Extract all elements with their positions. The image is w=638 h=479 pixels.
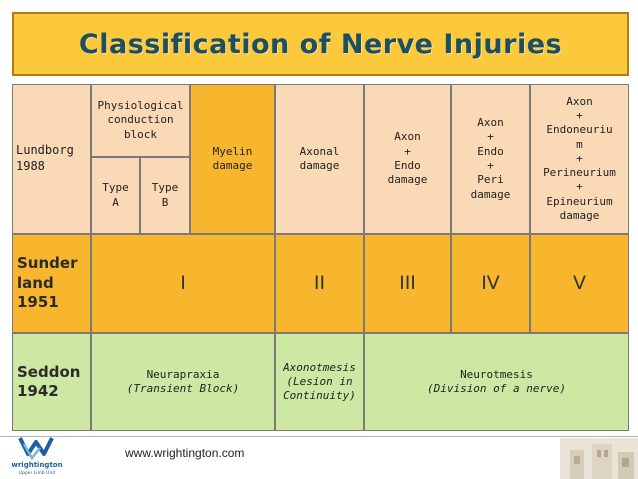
neurotmesis-label: Neurotmesis — [460, 367, 533, 381]
sunderland-row-label: Sunder land 1951 — [12, 234, 91, 333]
axon-endo-damage-cell: Axon + Endo damage — [364, 84, 451, 234]
neurapraxia-note: (Transient Block) — [126, 382, 240, 395]
axon-endo-peri-damage-cell: Axon + Endo + Peri damage — [451, 84, 530, 234]
sunderland-grade-5: V — [530, 234, 629, 333]
type-a-cell: Type A — [91, 157, 140, 234]
myelin-damage-cell: Myelin damage — [190, 84, 275, 234]
axonotmesis-cell: Axonotmesis (Lesion in Continuity) — [275, 333, 364, 431]
footer-divider — [0, 436, 638, 437]
axonal-damage-cell: Axonal damage — [275, 84, 364, 234]
sunderland-grade-1: I — [91, 234, 275, 333]
neurapraxia-label: Neurapraxia — [146, 367, 220, 381]
svg-text:Upper Limb Unit: Upper Limb Unit — [18, 471, 56, 476]
building-photo — [560, 438, 638, 479]
seddon-row-label: Seddon 1942 — [12, 333, 91, 431]
svg-text:wrightington: wrightington — [11, 461, 63, 469]
neurapraxia-cell — [91, 333, 275, 431]
physiological-conduction-block: Physiological conduction block — [91, 84, 190, 157]
sunderland-grade-3: III — [364, 234, 451, 333]
type-b-cell: Type B — [140, 157, 190, 234]
neurotmesis-cell — [364, 333, 629, 431]
neurotmesis-note: (Division of a nerve) — [426, 382, 567, 395]
lundborg-row-label: Lundborg 1988 — [12, 84, 91, 234]
axon-all-layers-damage-cell: Axon + Endoneuriu m + Perineurium + Epineurium damage — [530, 84, 629, 234]
wrightington-logo — [6, 434, 68, 476]
footer-website-link[interactable]: www.wrightington.com — [125, 446, 245, 460]
title-banner — [12, 12, 629, 76]
sunderland-grade-2: II — [275, 234, 364, 333]
sunderland-grade-4: IV — [451, 234, 530, 333]
slide-title: Classification of Nerve Injuries — [78, 28, 563, 60]
